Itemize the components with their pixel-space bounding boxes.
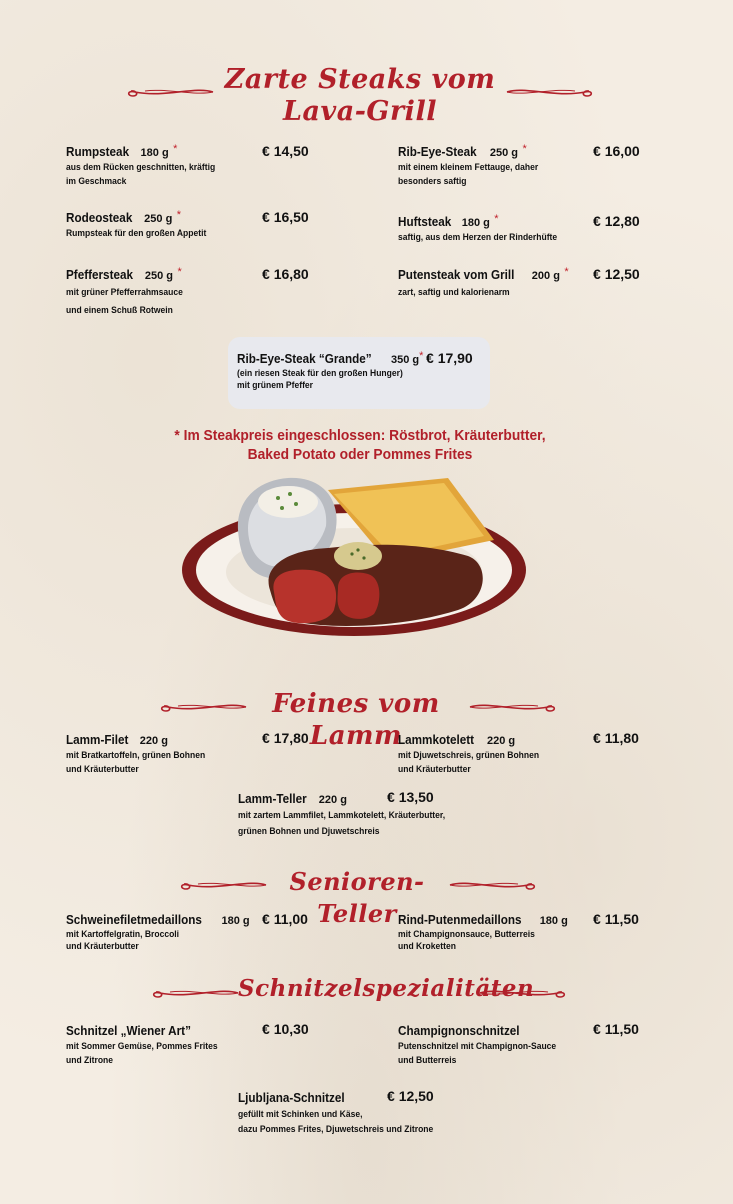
item-weight: 180 g (221, 915, 250, 927)
item-weight: 220 g (486, 735, 516, 747)
item-desc: im Geschmack (66, 176, 127, 187)
item-price (593, 266, 640, 282)
item-price (593, 730, 639, 746)
item-star: * (494, 213, 499, 225)
item-desc: und Kräuterbutter (398, 764, 471, 775)
menu-item-rumpsteak (66, 143, 232, 189)
currency-symbol: € (387, 789, 395, 805)
price-value: 11,80 (604, 730, 639, 746)
menu-item-rib-eye-grande (237, 350, 423, 392)
item-price (262, 209, 309, 225)
steak-price-note (139, 426, 581, 464)
item-desc: mit Kartoffelgratin, Broccoli (66, 929, 180, 940)
note-line2: Baked Potato oder Pommes Frites (247, 446, 473, 463)
price-value: 16,80 (273, 266, 309, 282)
item-name: Lammkotelett (398, 732, 475, 747)
item-weight: 250 g (489, 147, 519, 159)
item-desc: mit Bratkartoffeln, grünen Bohnen (66, 750, 206, 761)
menu-item-rodeosteak (66, 209, 222, 241)
item-star: * (176, 209, 182, 221)
item-desc: gefüllt mit Schinken und Käse, (238, 1109, 363, 1120)
price-value: 12,80 (604, 213, 640, 229)
item-desc: saftig, aus dem Herzen der Rinderhüfte (398, 232, 558, 243)
menu-item-schnitzel-wiener-art (66, 1022, 234, 1068)
item-name: Schweinefiletmedaillons (66, 912, 202, 927)
item-weight: 220 g (139, 735, 168, 747)
currency-symbol: € (262, 1021, 270, 1037)
item-star: * (419, 350, 424, 362)
lamm-title: Feines vom Lamm (272, 689, 440, 751)
note-line1: * Im Steakpreis eingeschlossen: Röstbrot, Kräuterbutter, (174, 427, 546, 444)
menu-item-huftsteak (398, 213, 575, 245)
item-name: Rib-Eye-Steak (398, 144, 477, 159)
item-desc: mit grünem Pfeffer (237, 380, 314, 391)
item-star: * (522, 143, 527, 155)
flourish-left (178, 875, 268, 895)
item-price (387, 1088, 434, 1104)
item-price (593, 213, 640, 229)
item-desc: dazu Pommes Frites, Djuwetschreis und Zitrone (238, 1124, 434, 1135)
currency-symbol: € (387, 1088, 395, 1104)
item-desc: zart, saftig und kalorienarm (398, 287, 510, 298)
item-name: Huftsteak (398, 214, 452, 229)
price-value: 10,30 (273, 1021, 309, 1037)
currency-symbol: € (593, 266, 601, 282)
flourish-left (158, 697, 248, 717)
flourish-left (150, 983, 240, 1003)
item-desc: mit einem kleinem Fettauge, daher (398, 162, 539, 173)
flourish-right (448, 875, 538, 895)
currency-symbol: € (262, 266, 270, 282)
item-price (593, 911, 639, 927)
item-name: Rumpsteak (66, 144, 130, 159)
menu-item-schweinefiletmedaillons (66, 911, 250, 953)
currency-symbol: € (593, 730, 601, 746)
item-weight: 350 g (391, 354, 420, 366)
flourish-right (468, 697, 558, 717)
item-weight: 220 g (318, 794, 347, 806)
item-desc: Putenschnitzel mit Champignon-Sauce (398, 1041, 557, 1052)
price-value: 17,80 (273, 730, 309, 746)
flourish-left (125, 82, 215, 102)
item-weight: 250 g (144, 213, 173, 225)
currency-symbol: € (593, 213, 601, 229)
item-price (262, 266, 309, 282)
currency-symbol: € (593, 143, 601, 159)
item-price (593, 1021, 639, 1037)
item-desc: mit zartem Lammfilet, Lammkotelett, Kräuterbutter, (238, 810, 446, 821)
steak-plate-image (178, 470, 530, 640)
item-star: * (173, 143, 178, 155)
flourish-right (505, 82, 595, 102)
menu-item-champignonschnitzel (398, 1022, 574, 1068)
item-name: Pfeffersteak (66, 267, 133, 282)
menu-item-lamm-filet (66, 731, 221, 777)
currency-symbol: € (262, 143, 270, 159)
item-desc: aus dem Rücken geschnitten, kräftig (66, 162, 216, 173)
steaks-title-line2: Lava-Grill (283, 96, 437, 127)
item-star: * (177, 266, 182, 278)
price-value: 14,50 (273, 143, 309, 159)
item-weight: 180 g (539, 915, 568, 927)
item-star: * (564, 266, 569, 278)
price-value: 17,90 (437, 350, 473, 366)
price-value: 11,50 (604, 911, 639, 927)
price-value: 12,50 (398, 1088, 434, 1104)
item-price (387, 789, 434, 805)
item-desc: und Kräuterbutter (66, 764, 139, 775)
item-desc: mit Champignonsauce, Butterreis (398, 929, 535, 940)
item-price (262, 730, 309, 746)
item-weight: 250 g (144, 270, 174, 282)
price-value: 16,50 (273, 209, 309, 225)
menu-item-lammkotelett (398, 731, 555, 777)
item-name: Rodeosteak (66, 210, 133, 225)
item-price (262, 143, 309, 159)
item-desc: mit grüner Pfefferrahmsauce (66, 287, 183, 298)
menu-item-rib-eye (398, 143, 554, 189)
item-desc: mit Djuwetschreis, grünen Bohnen (398, 750, 540, 761)
senioren-title: Senioren-Teller (289, 867, 425, 928)
item-weight: 200 g (531, 270, 560, 282)
steaks-title-line1: Zarte Steaks vom (224, 64, 496, 95)
currency-symbol: € (262, 209, 270, 225)
currency-symbol: € (593, 911, 601, 927)
item-name: Rind-Putenmedaillons (398, 912, 522, 927)
item-weight: 180 g (140, 147, 169, 159)
menu-item-rind-putenmedaillons (398, 911, 568, 953)
item-desc: und Kräuterbutter (66, 941, 139, 952)
menu-item-pfeffersteak (66, 266, 196, 320)
item-price (262, 1021, 309, 1037)
currency-symbol: € (262, 730, 270, 746)
price-value: 11,00 (273, 911, 308, 927)
item-name: Rib-Eye-Steak “Grande” (237, 351, 372, 366)
price-value: 13,50 (398, 789, 434, 805)
item-desc: und Butterreis (398, 1055, 457, 1066)
item-desc: besonders saftig (398, 176, 467, 187)
currency-symbol: € (426, 350, 434, 366)
price-value: 16,00 (604, 143, 640, 159)
currency-symbol: € (262, 911, 270, 927)
item-name: Ljubljana-Schnitzel (238, 1090, 345, 1105)
item-desc: und einem Schuß Rotwein (66, 305, 173, 316)
item-desc: und Zitrone (66, 1055, 114, 1066)
item-name: Lamm-Teller (238, 791, 307, 806)
item-name: Schnitzel „Wiener Art” (66, 1023, 191, 1038)
item-desc: Rumpsteak für den großen Appetit (66, 228, 207, 239)
item-price (426, 350, 473, 366)
item-weight: 180 g (461, 217, 490, 229)
item-desc: (ein riesen Steak für den großen Hunger) (237, 368, 403, 379)
item-name: Putensteak vom Grill (398, 267, 515, 282)
item-name: Lamm-Filet (66, 732, 129, 747)
price-value: 11,50 (604, 1021, 639, 1037)
schnitzel-title: Schnitzelspezialitäten (238, 975, 535, 1002)
item-price (262, 911, 308, 927)
item-desc: mit Sommer Gemüse, Pommes Frites (66, 1041, 218, 1052)
item-desc: und Kroketten (398, 941, 456, 952)
item-name: Champignonschnitzel (398, 1023, 520, 1038)
steaks-title (215, 64, 505, 128)
item-price (593, 143, 640, 159)
menu-item-putensteak (398, 266, 569, 302)
price-value: 12,50 (604, 266, 640, 282)
item-desc: grünen Bohnen und Djuwetschreis (238, 826, 380, 837)
currency-symbol: € (593, 1021, 601, 1037)
